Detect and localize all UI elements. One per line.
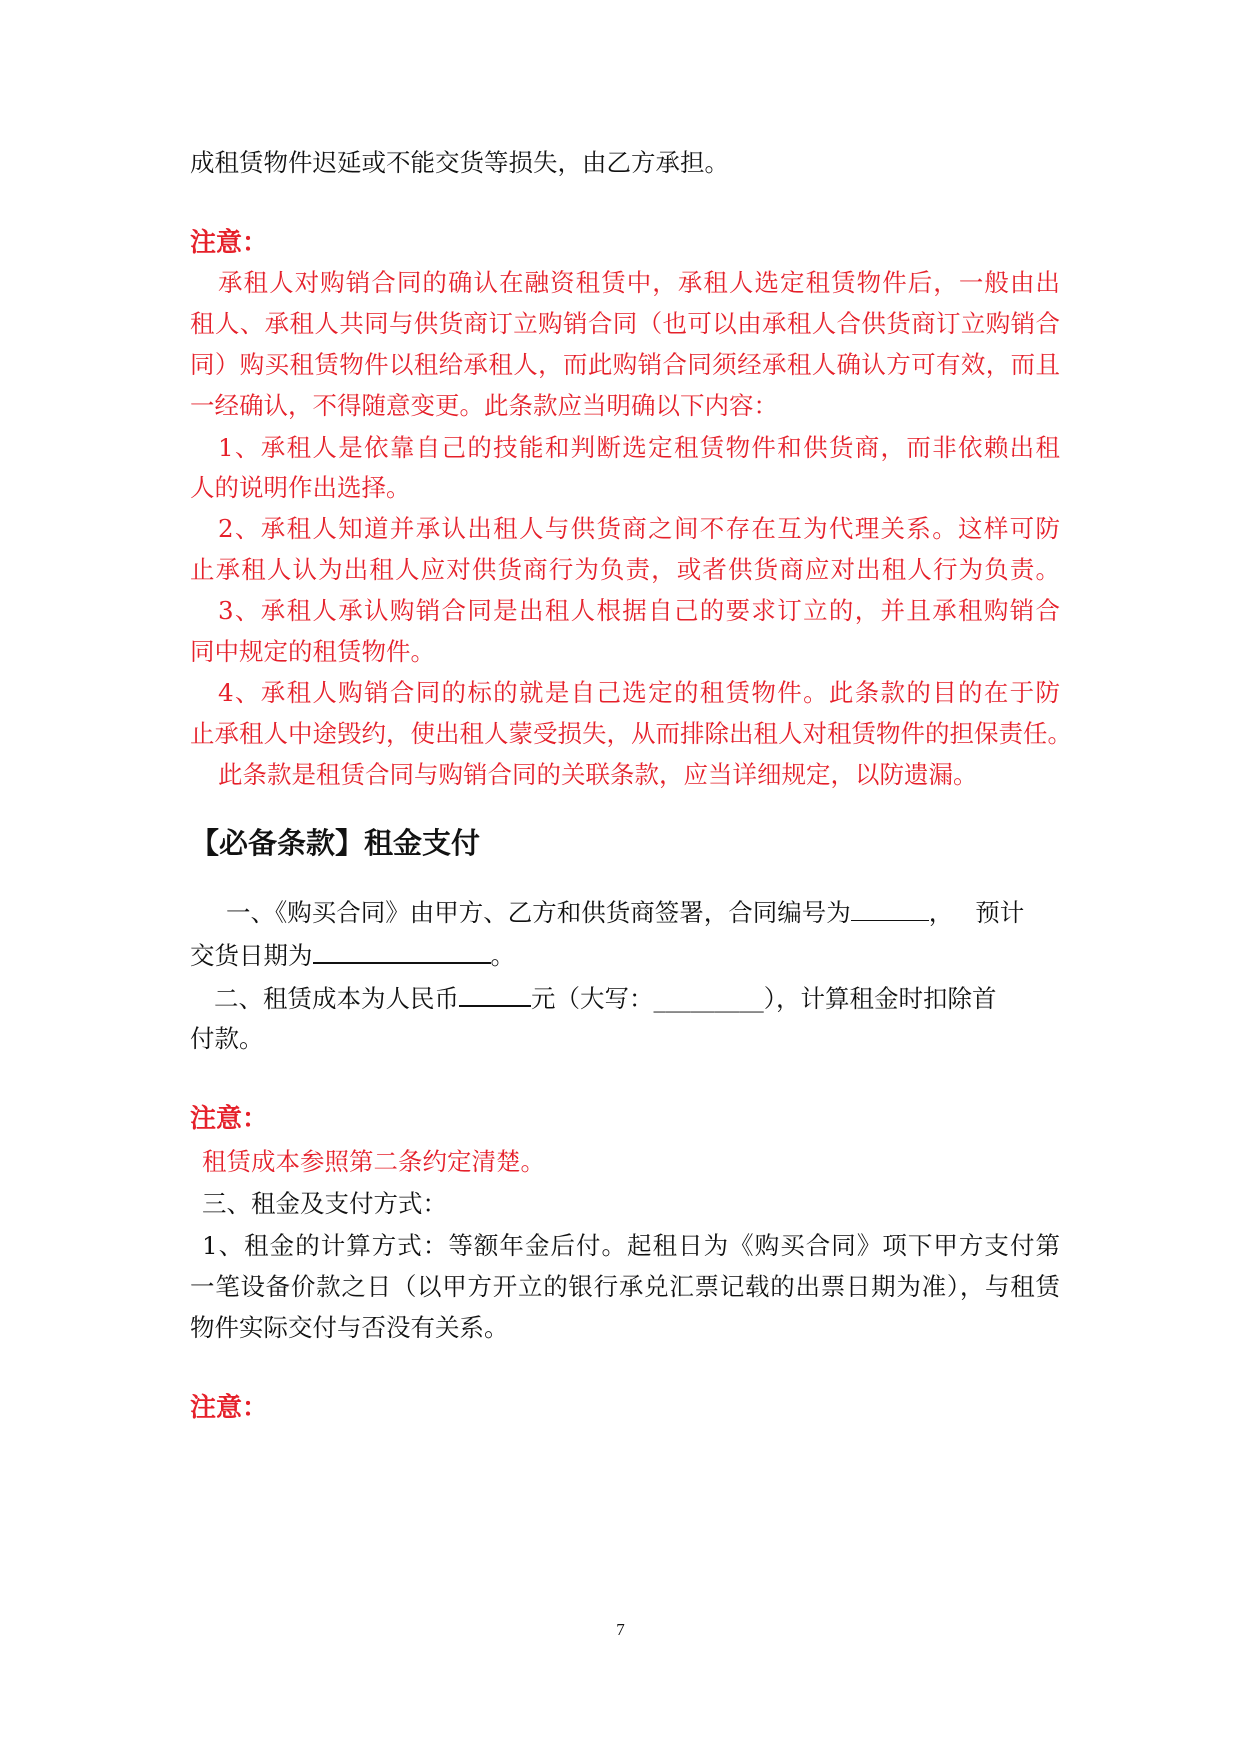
rental-cost-capital-blank: _________ (653, 984, 764, 1013)
note-heading: 注意： (190, 228, 269, 258)
delivery-date-label: 交货日期为 (190, 941, 313, 970)
delivery-date-blank (313, 940, 491, 964)
note-text-line: 3、承租人承认购销合同是出租人根据自己的要求订立的，并且承租购销合 (218, 596, 1060, 625)
rental-cost-label: 二、租赁成本为人民币 (214, 984, 459, 1013)
clause-one-text: 一、《购买合同》由甲方、乙方和供货商签署，合同编号为 (226, 898, 851, 927)
note-text-line: 人的说明作出选择。 (190, 473, 411, 502)
note-text-line: 1、承租人是依靠自己的技能和判断选定租赁物件和供货商，而非依赖出租 (218, 433, 1060, 462)
clause-one-period: 。 (490, 941, 515, 970)
note-text-line: 同中规定的租赁物件。 (190, 637, 435, 666)
clause-three-line: 物件实际交付与否没有关系。 (190, 1313, 509, 1342)
note-heading: 注意： (190, 1104, 269, 1134)
note-text-line: 租人、承租人共同与供货商订立购销合同（也可以由承租人合供货商订立购销合 (190, 309, 1060, 338)
clause-three-line: 一笔设备价款之日（以甲方开立的银行承兑汇票记载的出票日期为准），与租赁 (190, 1272, 1060, 1301)
clause-one-line-2 (190, 940, 515, 971)
note-text-line: 租赁成本参照第二条约定清楚。 (202, 1147, 545, 1176)
contract-number-blank (851, 898, 929, 921)
note-text-line: 此条款是租赁合同与购销合同的关联条款，应当详细规定，以防遗漏。 (218, 760, 978, 789)
rental-cost-blank (459, 983, 531, 1007)
paragraph-continuation: 成租赁物件迟延或不能交货等损失，由乙方承担。 (190, 148, 729, 177)
page-number: 7 (616, 1620, 625, 1639)
note-text-line: 同）购买租赁物件以租给承租人，而此购销合同须经承租人确认方可有效，而且 (190, 350, 1060, 379)
clause-one-text-end: 预计 (975, 898, 1025, 927)
clause-two-line (214, 983, 997, 1014)
note-text-line: 4、承租人购销合同的标的就是自己选定的租赁物件。此条款的目的在于防 (218, 678, 1060, 707)
clause-three-line: 1、租金的计算方式：等额年金后付。起租日为《购买合同》项下甲方支付第 (202, 1231, 1060, 1260)
clause-two-line-2: 付款。 (190, 1024, 264, 1053)
note-text-line: 止承租人认为出租人应对供货商行为负责，或者供货商应对出租人行为负责。 (190, 555, 1060, 584)
clause-one-comma: ， (928, 898, 954, 927)
note-text-line: 一经确认，不得随意变更。此条款应当明确以下内容： (190, 391, 778, 420)
clause-two-text-end: ），计算租金时扣除首 (763, 984, 997, 1013)
clause-one-line (226, 898, 1024, 928)
note-text-line: 承租人对购销合同的确认在融资租赁中，承租人选定租赁物件后，一般由出 (218, 268, 1060, 297)
note-text-line: 2、承租人知道并承认出租人与供货商之间不存在互为代理关系。这样可防 (218, 514, 1060, 543)
note-text-line: 止承租人中途毁约，使出租人蒙受损失，从而排除出租人对租赁物件的担保责任。 (190, 719, 1072, 748)
section-title: 【必备条款】租金支付 (190, 826, 481, 860)
note-heading: 注意： (190, 1393, 269, 1423)
clause-three-title: 三、租金及支付方式： (202, 1189, 447, 1218)
rental-cost-capital-label: 元（大写： (531, 984, 654, 1013)
